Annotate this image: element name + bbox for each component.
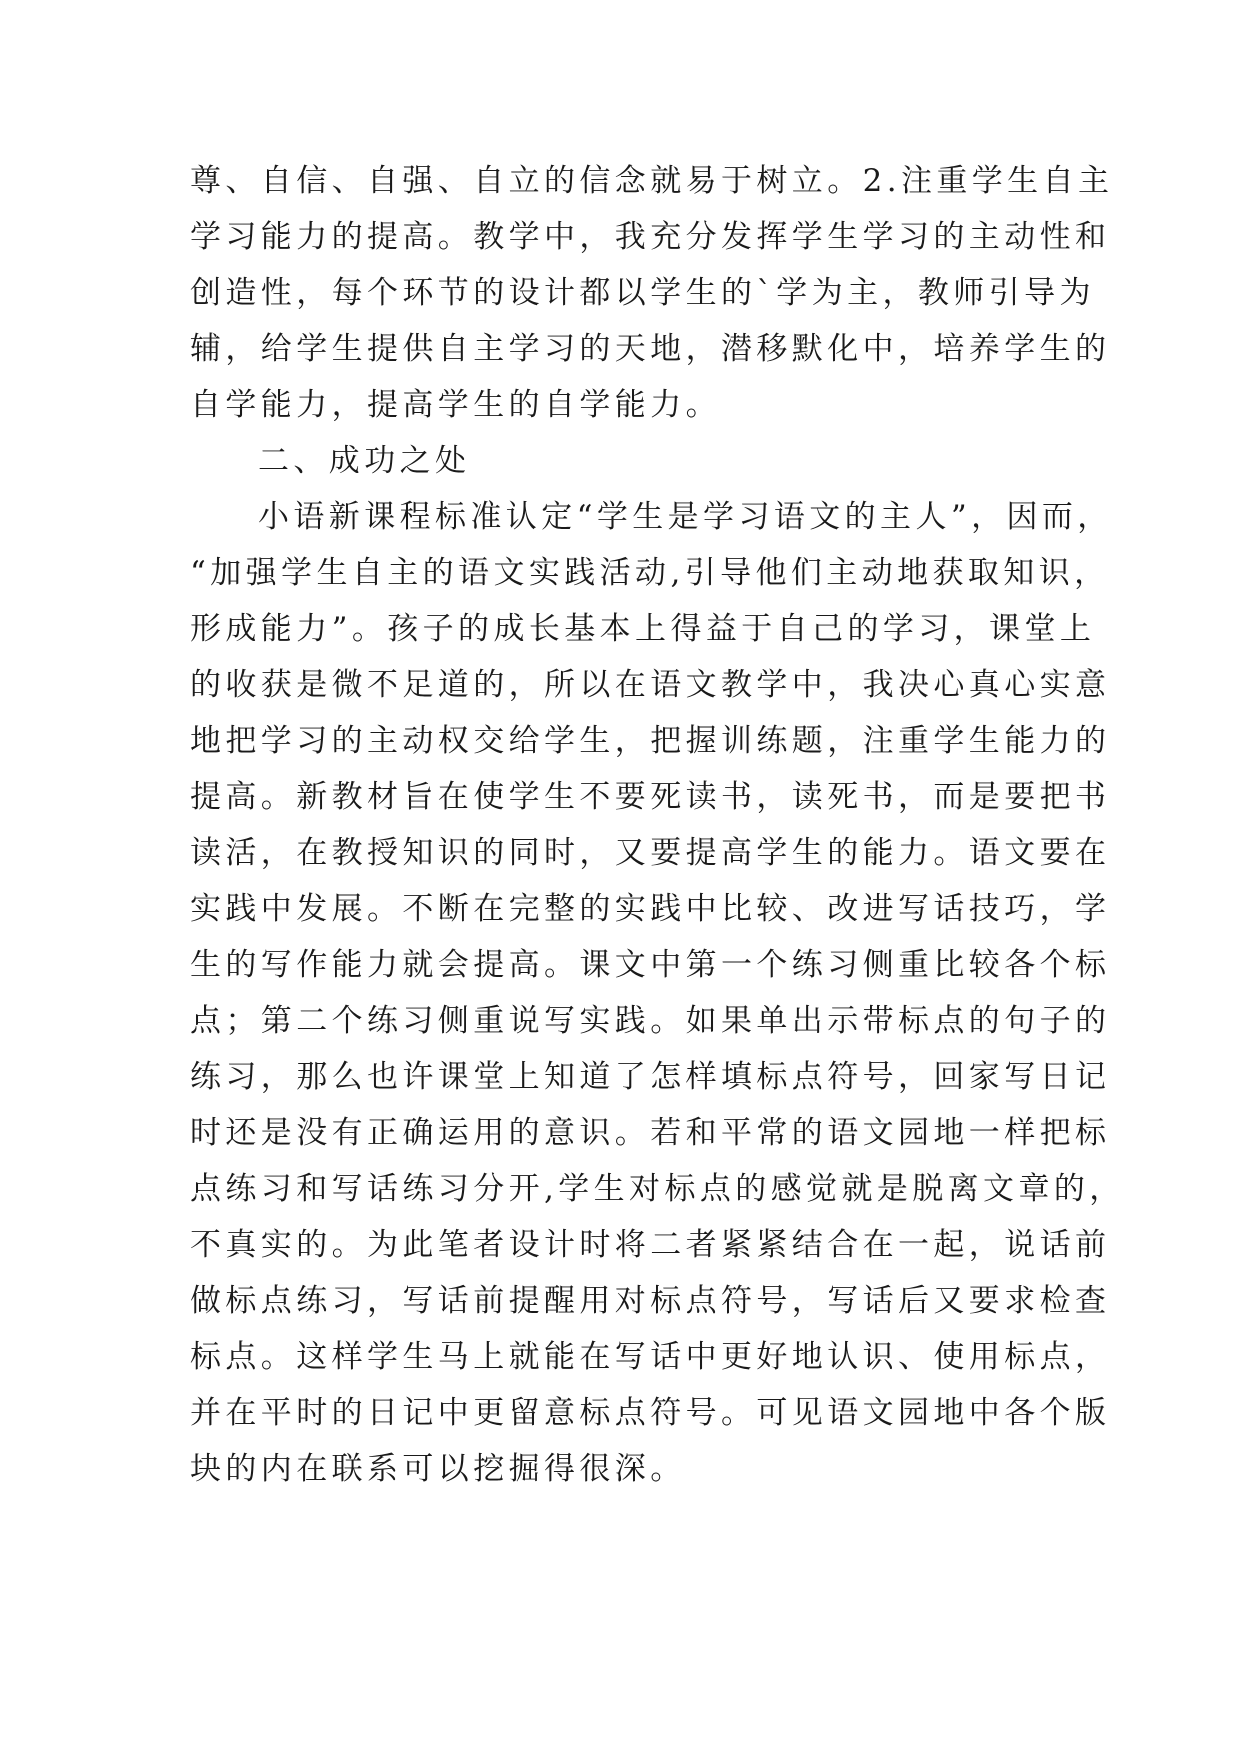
text-line: 创造性，每个环节的设计都以学生的`学为主，教师引导为 (190, 275, 1095, 311)
text-line: 时还是没有正确运用的意识。若和平常的语文园地一样把标 (190, 1115, 1111, 1151)
text-line: 提高。新教材旨在使学生不要死读书，读死书，而是要把书 (190, 779, 1111, 815)
text-line: 并在平时的日记中更留意标点符号。可见语文园地中各个版 (190, 1395, 1111, 1431)
text-line: 生的写作能力就会提高。课文中第一个练习侧重比较各个标 (190, 947, 1111, 983)
text-line: 学习能力的提高。教学中，我充分发挥学生学习的主动性和 (190, 219, 1111, 255)
text-line: 实践中发展。不断在完整的实践中比较、改进写话技巧，学 (190, 891, 1111, 927)
text-line: 标点。这样学生马上就能在写话中更好地认识、使用标点， (190, 1339, 1111, 1375)
text-line: 做标点练习，写话前提醒用对标点符号，写话后又要求检查 (190, 1283, 1111, 1319)
section-heading: 二、成功之处 (258, 443, 471, 479)
text-line: 练习，那么也许课堂上知道了怎样填标点符号，回家写日记 (190, 1059, 1111, 1095)
text-line: 不真实的。为此笔者设计时将二者紧紧结合在一起，说话前 (190, 1227, 1111, 1263)
text-line: 辅，给学生提供自主学习的天地，潜移默化中，培养学生的 (190, 331, 1111, 367)
text-line: 地把学习的主动权交给学生，把握训练题，注重学生能力的 (190, 723, 1111, 759)
text-line: 块的内在联系可以挖掘得很深。 (190, 1451, 686, 1487)
text-line: 自学能力，提高学生的自学能力。 (190, 387, 721, 423)
paragraph-first-line: 小语新课程标准认定“学生是学习语文的主人”，因而， (258, 499, 1113, 535)
text-line: “加强学生自主的语文实践活动,引导他们主动地获取知识， (190, 555, 1110, 591)
text-line: 形成能力”。孩子的成长基本上得益于自己的学习，课堂上 (190, 611, 1096, 647)
text-line: 点练习和写话练习分开,学生对标点的感觉就是脱离文章的， (190, 1171, 1125, 1207)
text-line: 点；第二个练习侧重说写实践。如果单出示带标点的句子的 (190, 1003, 1111, 1039)
text-line: 读活，在教授知识的同时，又要提高学生的能力。语文要在 (190, 835, 1111, 871)
text-line: 的收获是微不足道的，所以在语文教学中，我决心真心实意 (190, 667, 1111, 703)
text-line: 尊、自信、自强、自立的信念就易于树立。2.注重学生自主 (190, 163, 1114, 199)
